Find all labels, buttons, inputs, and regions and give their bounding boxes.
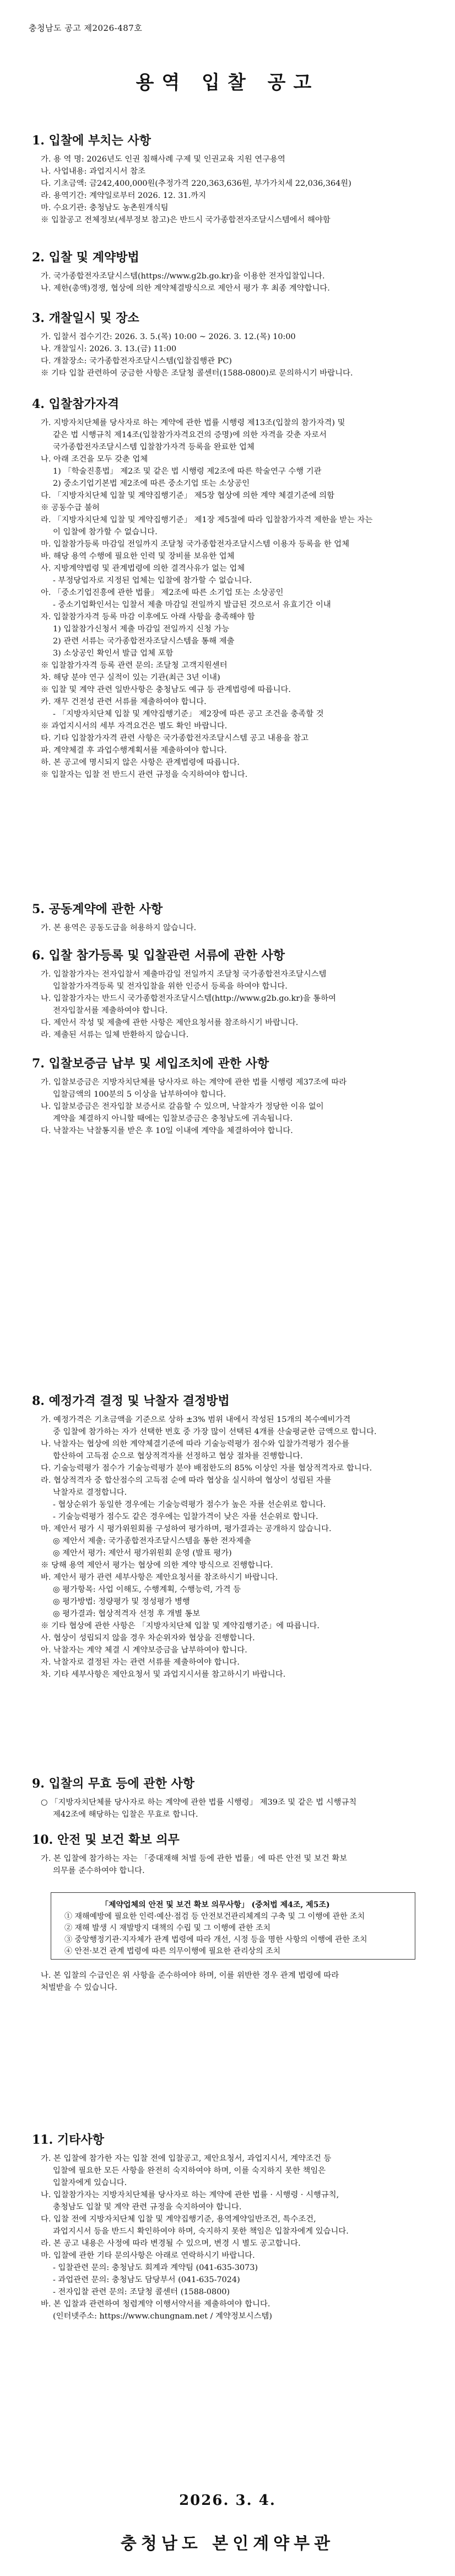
section-line: 가. 본 입찰에 참가한 자는 입찰 전에 입찰공고, 제안요청서, 과업지시서, 계약조건 등 [41,2154,332,2163]
section-line: 아. 「중소기업진흥에 관한 법률」 제2조에 따른 소기업 또는 소상공인 [41,588,284,597]
section-title: 11. 기타사항 [32,2133,104,2147]
section-line: 가. 국가종합전자조달시스템(https://www.g2b.go.kr)을 이용한 전자입찰입니다. [41,272,325,281]
safety-obligation-line: ④ 안전·보건 관계 법령에 따른 의무이행에 필요한 관리상의 조치 [64,1947,281,1956]
section-line: 하. 본 공고에 명시되지 않은 사항은 관계법령에 따릅니다. [41,758,240,767]
section-line: 입찰자에게 있습니다. [53,2178,127,2187]
section-line: 라. 제출된 서류는 일체 반환하지 않습니다. [41,1031,189,1039]
section-line: 다. 개찰장소: 국가종합전자조달시스템(입찰집행관 PC) [41,357,232,366]
section-line: ※ 기타 입찰 관련하여 궁금한 사항은 조달청 콜센터(1588-0800)로 문의하시기 바랍니다. [41,369,353,378]
section-line: 가. 본 입찰에 참가하는 자는 「중대재해 처벌 등에 관한 법률」에 따른 안전 및 보건 확보 [41,1854,348,1863]
section-line: 마. 입찰에 관한 기타 문의사항은 아래로 연락하시기 바랍니다. [41,2251,255,2260]
section-line: 나. 입찰참가자는 반드시 국가종합전자조달시스템(http://www.g2b.go.kr)을 통하여 [41,994,336,1003]
section-line: 입찰참가자격등록 및 전자입찰을 위한 인증서 등록을 하여야 합니다. [53,982,288,991]
section-line: - 전자입찰 관련 문의: 조달청 콜센터 (1588-0800) [53,2288,230,2296]
section-line: 다. 입찰 전에 지방자치단체 입찰 및 계약집행기준, 용역계약일반조건, 특수조건, [41,2215,316,2224]
section-line: 나. 본 입찰의 수급인은 위 사항을 준수하여야 하며, 이를 위반한 경우 관계 법령에 따라 [41,1971,339,1980]
section-line: (인터넷주소: https://www.chungnam.net / 계약정보시스템) [53,2312,272,2321]
section-line: 나. 아래 조건을 모두 갖춘 업체 [41,455,148,464]
section-line: 마. 제안서 평가 시 평가위원회를 구성하여 평가하며, 평가결과는 공개하지 않습니다. [41,1525,332,1533]
section-line: 라. 본 공고 내용은 사정에 따라 변경될 수 있으며, 변경 시 별도 공고합니다. [41,2239,301,2248]
section-line: ※ 입찰참가자격 등록 관련 문의: 조달청 고객지원센터 [41,661,228,670]
section-line: ※ 입찰공고 전체정보(세부정보 참고)은 반드시 국가종합전자조달시스템에서 해야함 [41,216,331,224]
section-line: 다. 기술능력평가 점수가 기술능력평가 분야 배점한도의 85% 이상인 자를 협상적격자로 합니다. [41,1464,372,1473]
section-line: 사. 지방계약법령 및 관계법령에 의한 결격사유가 없는 업체 [41,564,245,573]
section-line: - 과업관련 문의: 충청남도 담당부서 (041-635-7024) [53,2276,240,2284]
section-line: 차. 해당 분야 연구 실적이 있는 기관(최근 3년 이내) [41,673,220,682]
section-line: 나. 입찰보증금은 전자입찰 보증서로 갈음할 수 있으며, 낙찰자가 정당한 이유 없이 [41,1102,324,1111]
section-title: 2. 입찰 및 계약방법 [32,250,139,265]
section-line: ○ 「지방자치단체를 당사자로 하는 계약에 관한 법률 시행령」 제39조 및 같은 법 시행규칙 [41,1798,357,1807]
section-line: 전자입찰서를 제출하여야 합니다. [53,1006,168,1015]
section-line: - 부정당업자로 지정된 업체는 입찰에 참가할 수 없습니다. [53,576,252,585]
section-line: ◎ 제안서 평가: 제안서 평가위원회 운영 (발표 평가) [53,1549,232,1558]
section-line: 자. 낙찰자로 결정된 자는 관련 서류를 제출하여야 합니다. [41,1658,240,1667]
section-line: ◎ 평가방법: 정량평가 및 정성평가 병행 [53,1597,190,1606]
section-title: 10. 안전 및 보건 확보 의무 [32,1833,180,1847]
section-line: 자. 입찰참가자격 등록 마감 이후에도 아래 사항을 충족해야 함 [41,613,255,621]
section-line: - 「지방자치단체 입찰 및 계약집행기준」 제2장에 따른 공고 조건을 충족할 것 [53,710,324,718]
safety-obligation-line: ② 재해 발생 시 재발방지 대책의 수립 및 그 이행에 관한 조치 [64,1924,271,1933]
section-line: 충청남도 입찰 및 계약 관련 규정을 숙지하여야 합니다. [53,2203,242,2212]
section-line: ◎ 평가항목: 사업 이해도, 수행계획, 수행능력, 가격 등 [53,1585,241,1594]
section-line: 가. 지방자치단체를 당사자로 하는 계약에 관한 법률 시행령 제13조(입찰의 참가자격) 및 [41,418,345,427]
section-line: 라. 용역기간: 계약일로부터 2026. 12. 31.까지 [41,191,206,200]
section-line: - 입찰관련 문의: 충청남도 회계과 계약팀 (041-635-3073) [53,2263,258,2272]
section-line: 파. 계약체결 후 과업수행계획서를 제출하여야 합니다. [41,746,227,755]
safety-obligation-line: 「제약업체의 안전 및 보건 확보 의무사항」 (중처법 제4조, 제5조) [101,1901,330,1909]
section-line: ※ 공동수급 불허 [41,503,100,512]
section-line: - 중소기업확인서는 입찰서 제출 마감일 전일까지 발급된 것으로서 유효기간 이내 [53,600,331,609]
section-line: 차. 기타 세부사항은 제안요청서 및 과업지시서를 참고하시기 바랍니다. [41,1670,286,1679]
section-line: - 기술능력평가 점수도 같은 경우에는 입찰가격이 낮은 자를 선순위로 합니다. [53,1512,318,1521]
section-line: 낙찰자로 결정합니다. [53,1488,127,1497]
section-line: ※ 입찰 및 계약 관련 일반사항은 충청남도 예규 등 관계법령에 따릅니다. [41,685,291,694]
section-title: 4. 입찰참가자격 [32,397,120,411]
section-line: 타. 기타 입찰참가자격 관련 사항은 국가종합전자조달시스템 공고 내용을 참고 [41,734,309,743]
notice-date: 2026. 3. 4. [179,2492,276,2509]
section-line: 가. 본 용역은 공동도급을 허용하지 않습니다. [41,924,197,932]
section-line: 2) 관련 서류는 국가종합전자조달시스템을 통해 제출 [53,637,235,646]
section-line: 바. 본 입찰과 관련하여 청렴계약 이행서약서를 제출하여야 합니다. [41,2300,270,2309]
section-line: 다. 「지방자치단체 입찰 및 계약집행기준」 제5장 협상에 의한 계약 체결기준에 의함 [41,491,335,500]
section-title: 9. 입찰의 무효 등에 관한 사항 [32,1777,195,1791]
section-line: ◎ 제안서 제출: 국가종합전자조달시스템을 통한 전자제출 [53,1537,252,1545]
section-line: 1) 「학술진흥법」 제2조 및 같은 법 시행령 제2조에 따른 학술연구 수행 기관 [53,467,322,476]
section-line: ◎ 평가결과: 협상적격자 선정 후 개별 통보 [53,1609,201,1618]
section-line: 제42조에 해당하는 입찰은 무효로 합니다. [53,1810,198,1819]
section-line: 나. 낙찰자는 협상에 의한 계약체결기준에 따라 기술능력평가 점수와 입찰가격평가 점수를 [41,1440,350,1448]
section-line: 입찰에 필요한 모든 사항을 완전히 숙지하여야 하며, 이를 숙지하지 못한 책임은 [53,2166,326,2175]
section-line: 바. 해당 용역 수행에 필요한 인력 및 장비를 보유한 업체 [41,552,235,561]
section-line: 나. 입찰참가자는 지방자치단체를 당사자로 하는 계약에 관한 법률 · 시행령 · 시행규칙, [41,2191,339,2199]
section-line: 가. 입찰서 접수기간: 2026. 3. 5.(목) 10:00 ~ 2026. 3. 12.(목) 10:00 [41,332,296,341]
section-line: 합산하여 고득점 순으로 협상적격자를 선정하고 협상 절차를 진행합니다. [53,1452,303,1461]
section-line: 나. 개찰일시: 2026. 3. 13.(금) 11:00 [41,345,177,353]
section-line: 아. 낙찰자는 계약 체결 시 계약보증금을 납부하여야 합니다. [41,1646,247,1655]
section-line: ※ 과업지시서의 세부 자격요건은 별도 확인 바랍니다. [41,722,228,731]
section-line: 중 입찰에 참가하는 자가 선택한 번호 중 가장 많이 선택된 4개를 산술평균한 금액으로 합니다. [53,1427,377,1436]
section-line: 나. 제한(총액)경쟁, 협상에 의한 계약체결방식으로 제안서 평가 후 최종 계약합니다. [41,284,330,293]
notice-title: 용역 입찰 공고 [136,72,319,94]
safety-obligation-line: ① 재해예방에 필요한 인력·예산·점검 등 안전보건관리체계의 구축 및 그 이행에 관한 조치 [64,1912,365,1921]
section-line: 처벌받을 수 있습니다. [41,1983,117,1992]
section-line: 마. 수요기관: 충청남도 농촌원개식팀 [41,203,169,212]
section-line: 계약을 체결하지 아니할 때에는 입찰보증금은 충청남도에 귀속됩니다. [53,1114,293,1123]
safety-obligation-box [51,1892,415,1960]
section-line: 바. 제안서 평가 관련 세부사항은 제안요청서를 참조하시기 바랍니다. [41,1573,278,1582]
section-title: 8. 예정가격 결정 및 낙찰자 결정방법 [32,1394,230,1408]
section-line: 3) 소상공인 확인서 발급 업체 포함 [53,649,174,658]
notice-issuer: 충청남도 본인계약부관 [120,2534,335,2553]
section-line: 다. 기초금액: 금242,400,000원(추정가격 220,363,636원, 부가가치세 22,036,364원) [41,179,351,188]
section-line: 라. 「지방자치단체 입찰 및 계약집행기준」 제1장 제5절에 따라 입찰참가자격 제한을 받는 자는 [41,516,373,524]
section-line: 가. 입찰참가자는 전자입찰서 제출마감일 전일까지 조달청 국가종합전자조달시스템 [41,970,327,979]
section-line: 라. 협상적격자 중 합산점수의 고득점 순에 따라 협상을 실시하여 협상이 성립된 자를 [41,1476,332,1485]
section-line: 다. 낙찰자는 낙찰통지를 받은 후 10일 이내에 계약을 체결하여야 합니다. [41,1126,293,1135]
section-line: 가. 용 역 명: 2026년도 인권 침해사례 구제 및 인권교육 지원 연구용역 [41,155,285,164]
section-title: 6. 입찰 참가등록 및 입찰관련 서류에 관한 사항 [32,948,285,963]
section-line: 과업지시서 등을 반드시 확인하여야 하며, 숙지하지 못한 책임은 입찰자에게 있습니다. [53,2227,349,2236]
section-line: ※ 입찰자는 입찰 전 반드시 관련 규정을 숙지하여야 합니다. [41,770,248,779]
section-line: 국가종합전자조달시스템 입찰참가자격 등록을 완료한 업체 [53,443,254,452]
section-line: 카. 재무 건전성 관련 서류를 제출하여야 합니다. [41,697,207,706]
section-title: 3. 개찰일시 및 장소 [32,311,139,325]
section-line: 나. 사업내용: 과업지시서 참조 [41,167,145,176]
section-line: 가. 예정가격은 기초금액을 기준으로 상하 ±3% 범위 내에서 작성된 15개의 복수예비가격 [41,1415,351,1424]
section-title: 1. 입찰에 부치는 사항 [32,133,151,148]
section-line: 2) 중소기업기본법 제2조에 따른 중소기업 또는 소상공인 [53,479,250,488]
notice-number: 충청남도 공고 제2026-487호 [29,23,143,33]
section-line: 다. 제안서 작성 및 제출에 관한 사항은 제안요청서를 참조하시기 바랍니다. [41,1018,299,1027]
section-line: 의무를 준수하여야 합니다. [53,1866,145,1875]
section-line: ※ 당해 용역 제안서 평가는 협상에 의한 계약 방식으로 진행합니다. [41,1561,273,1570]
section-line: 이 입찰에 참가할 수 없습니다. [53,528,158,536]
section-line: 사. 협상이 성립되지 않을 경우 차순위자와 협상을 진행합니다. [41,1634,255,1643]
section-line: 가. 입찰보증금은 지방자치단체를 당사자로 하는 계약에 관한 법률 시행령 제37조에 따라 [41,1078,347,1087]
section-line: ※ 기타 협상에 관한 사항은 「지방자치단체 입찰 및 계약집행기준」에 따릅니다. [41,1622,319,1630]
safety-obligation-line: ③ 중앙행정기관·지자체가 관계 법령에 따라 개선, 시정 등을 명한 사항의 이행에 관한 조치 [64,1935,367,1944]
section-line: 같은 법 시행규칙 제14조(입찰참가자격요건의 증명)에 의한 자격을 갖춘 자로서 [53,431,327,439]
section-line: 1) 입찰참가신청서 제출 마감일 전일까지 신청 가능 [53,625,230,634]
section-title: 5. 공동계약에 관한 사항 [32,902,163,916]
section-line: - 협상순위가 동일한 경우에는 기술능력평가 점수가 높은 자를 선순위로 합니다. [53,1500,326,1509]
section-line: 마. 입찰참가등록 마감일 전일까지 조달청 국가종합전자조달시스템 이용자 등록을 한 업체 [41,540,350,549]
section-line: 입찰금액의 100분의 5 이상을 납부하여야 합니다. [53,1090,226,1099]
section-title: 7. 입찰보증금 납부 및 세입조치에 관한 사항 [32,1056,269,1071]
